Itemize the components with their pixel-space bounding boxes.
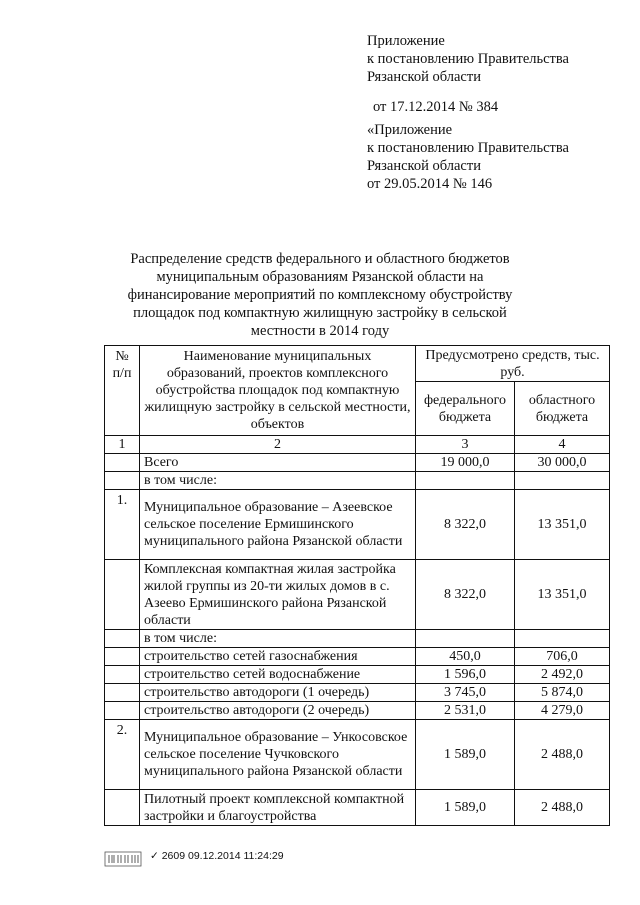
row-number: 1. <box>105 490 140 560</box>
row-regional: 706,0 <box>515 648 610 666</box>
row-number <box>105 648 140 666</box>
appendix-current <box>367 32 569 116</box>
appendix-original <box>367 121 569 193</box>
table-row <box>105 666 610 684</box>
table-row <box>105 790 610 826</box>
row-number <box>105 684 140 702</box>
row-name: Муниципальное образование – Ункосовское сельское поселение Чучковского муниципального района Рязанской области <box>140 720 416 790</box>
row-federal: 8 322,0 <box>416 490 515 560</box>
header-regional: областного бюджета <box>515 382 610 436</box>
appendix-decree: к постановлению Правительства <box>367 140 569 156</box>
row-number: 2. <box>105 720 140 790</box>
header-funds: Предусмотрено средств, тыс. руб. <box>416 346 610 382</box>
table-row <box>105 702 610 720</box>
row-regional <box>515 472 610 490</box>
col-number: 4 <box>515 436 610 454</box>
row-number <box>105 666 140 684</box>
appendix-date-number: от 29.05.2014 № 146 <box>367 176 493 192</box>
header-federal: федерального бюджета <box>416 382 515 436</box>
row-regional: 13 351,0 <box>515 560 610 630</box>
row-name: в том числе: <box>140 630 416 648</box>
row-name: строительство автодороги (2 очередь) <box>140 702 416 720</box>
header-num: № п/п <box>105 346 140 436</box>
document-title: Распределение средств федерального и областного бюджетов муниципальным образованиям Рязанской области на финансирование мероприятий по комплексному обустройству площадок под компактную жилищную застройку в сельской местности в 2014 году <box>127 251 513 339</box>
table-row <box>105 720 610 790</box>
col-number: 3 <box>416 436 515 454</box>
row-name: в том числе: <box>140 472 416 490</box>
row-federal: 1 589,0 <box>416 720 515 790</box>
row-name: Всего <box>140 454 416 472</box>
row-name: строительство автодороги (1 очередь) <box>140 684 416 702</box>
row-federal: 8 322,0 <box>416 560 515 630</box>
table-row <box>105 684 610 702</box>
row-federal: 450,0 <box>416 648 515 666</box>
row-federal <box>416 472 515 490</box>
row-name: Пилотный проект комплексной компактной застройки и благоустройства <box>140 790 416 826</box>
header-name: Наименование муниципальных образований, проектов комплексного обустройства площадок под компактную жилищную застройку в сельской местности, объектов <box>140 346 416 436</box>
table-row <box>105 630 610 648</box>
appendix-label: Приложение <box>367 33 445 49</box>
row-federal: 19 000,0 <box>416 454 515 472</box>
row-name: строительство сетей водоснабжение <box>140 666 416 684</box>
row-name: Муниципальное образование – Азеевское сельское поселение Ермишинского муниципального района Рязанской области <box>140 490 416 560</box>
col-number: 1 <box>105 436 140 454</box>
row-regional: 4 279,0 <box>515 702 610 720</box>
footer-mark: ✓ <box>150 850 162 862</box>
row-regional: 30 000,0 <box>515 454 610 472</box>
row-federal: 3 745,0 <box>416 684 515 702</box>
row-number <box>105 630 140 648</box>
row-number <box>105 472 140 490</box>
row-federal <box>416 630 515 648</box>
row-regional: 13 351,0 <box>515 490 610 560</box>
col-number: 2 <box>140 436 416 454</box>
table-row <box>105 490 610 560</box>
appendix-decree: к постановлению Правительства <box>367 51 569 67</box>
budget-table <box>104 345 610 826</box>
barcode-stamp <box>104 848 142 870</box>
appendix-label: «Приложение <box>367 122 453 138</box>
row-regional: 2 488,0 <box>515 720 610 790</box>
footer-doc-ref: ✓ 2609 09.12.2014 11:24:29 <box>150 850 284 862</box>
table-row <box>105 472 610 490</box>
row-regional: 2 492,0 <box>515 666 610 684</box>
table-row <box>105 648 610 666</box>
row-number <box>105 454 140 472</box>
row-federal: 1 589,0 <box>416 790 515 826</box>
table-row <box>105 560 610 630</box>
row-name: Комплексная компактная жилая застройка жилой группы из 20-ти жилых домов в с. Азеево Ермишинского района Рязанской области <box>140 560 416 630</box>
row-number <box>105 560 140 630</box>
row-number <box>105 790 140 826</box>
table-row <box>105 454 610 472</box>
row-regional: 5 874,0 <box>515 684 610 702</box>
appendix-region: Рязанской области <box>367 69 481 85</box>
row-regional <box>515 630 610 648</box>
row-name: строительство сетей газоснабжения <box>140 648 416 666</box>
row-number <box>105 702 140 720</box>
row-federal: 2 531,0 <box>416 702 515 720</box>
appendix-region: Рязанской области <box>367 158 481 174</box>
row-regional: 2 488,0 <box>515 790 610 826</box>
appendix-date-number: от 17.12.2014 № 384 <box>373 99 499 115</box>
row-federal: 1 596,0 <box>416 666 515 684</box>
